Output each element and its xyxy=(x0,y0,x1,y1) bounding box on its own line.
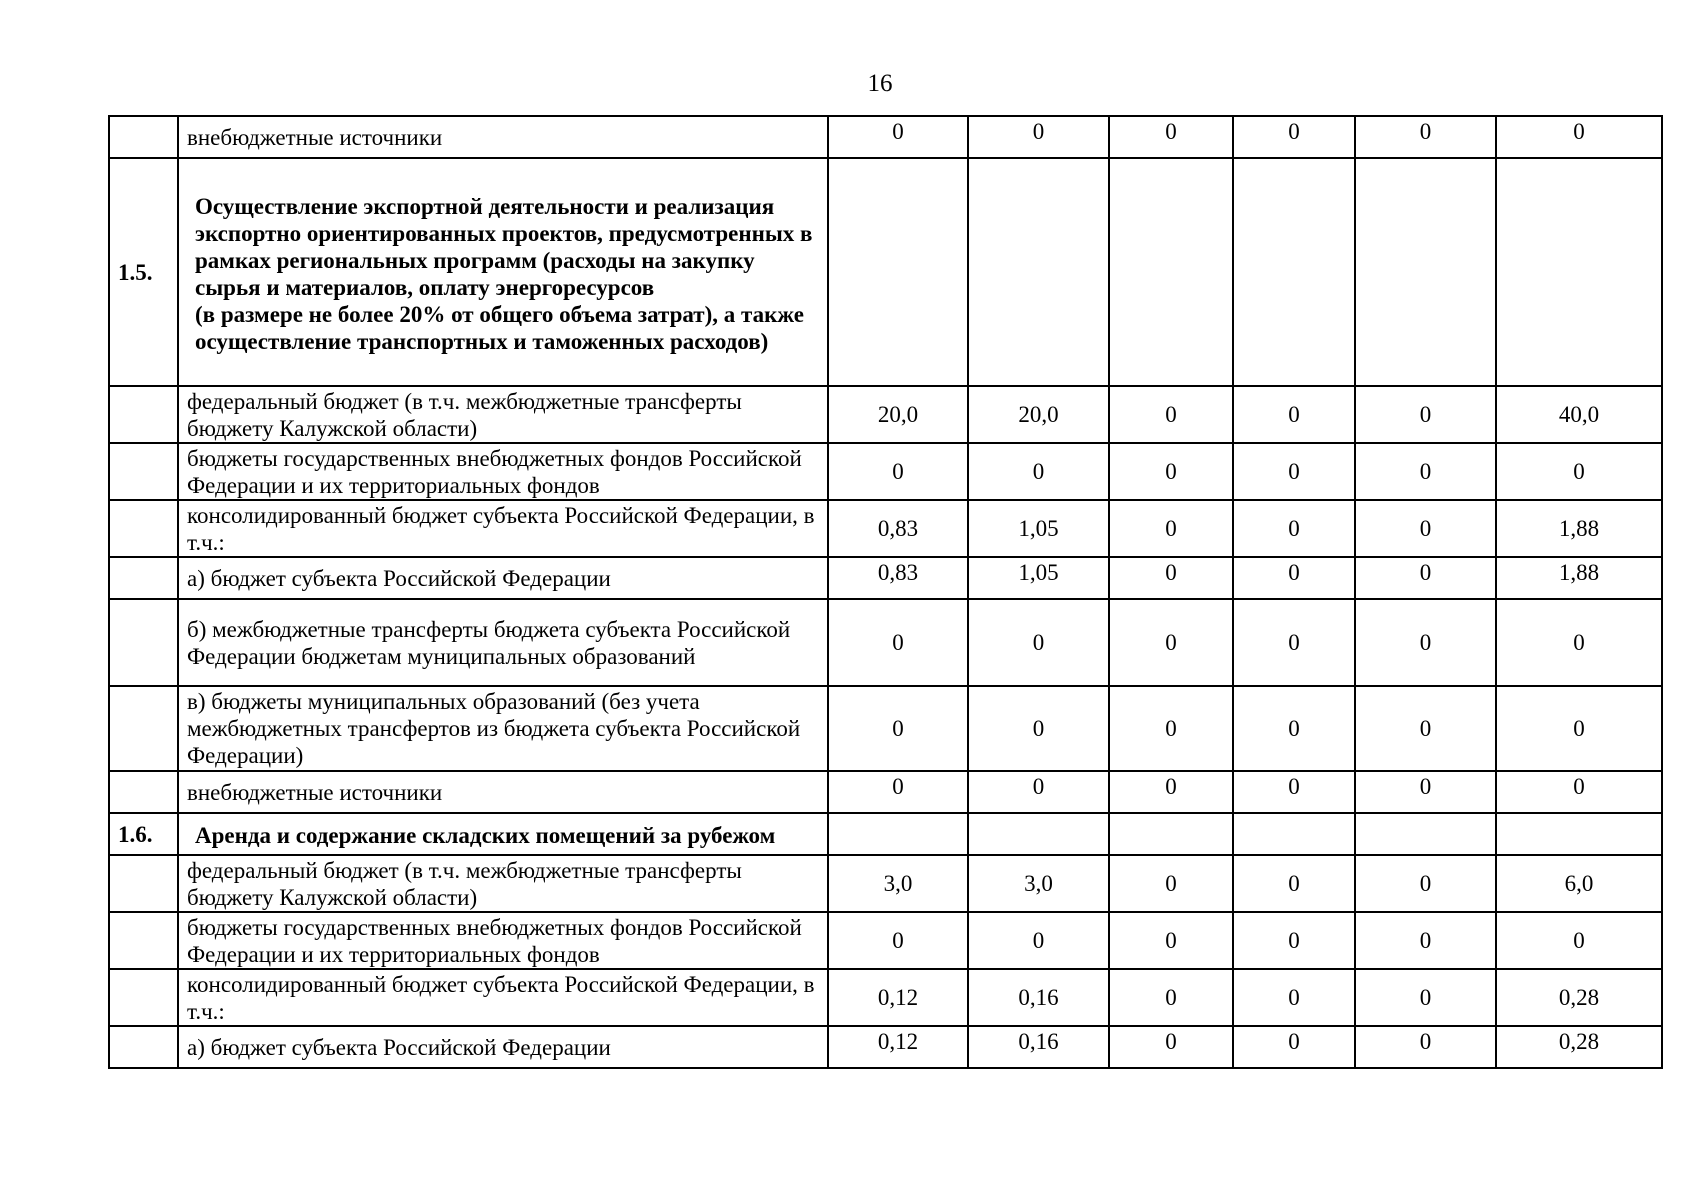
value-cell: 0 xyxy=(1109,686,1233,771)
value-cell: 0 xyxy=(1109,443,1233,500)
value-cell: 0 xyxy=(1496,771,1662,813)
value-cell xyxy=(968,158,1109,386)
value-cell: 0 xyxy=(1233,1026,1355,1068)
value-cell: 6,0 xyxy=(1496,855,1662,912)
row-number-cell xyxy=(109,500,178,557)
value-cell: 0 xyxy=(1109,599,1233,686)
value-cell: 0 xyxy=(1109,771,1233,813)
value-cell: 0 xyxy=(1233,686,1355,771)
value-cell: 0 xyxy=(1233,599,1355,686)
value-cell: 0 xyxy=(1109,386,1233,443)
value-cell xyxy=(1496,813,1662,855)
table-row xyxy=(109,443,1662,500)
value-cell: 0 xyxy=(1109,912,1233,969)
row-label-cell: бюджеты государственных внебюджетных фондов Российской Федерации и их территориальных фондов xyxy=(178,912,828,969)
value-cell: 0,83 xyxy=(828,500,968,557)
value-cell xyxy=(1233,813,1355,855)
row-number-cell xyxy=(109,599,178,686)
page-number: 16 xyxy=(867,70,893,97)
value-cell: 0 xyxy=(1109,500,1233,557)
table-row xyxy=(109,855,1662,912)
value-cell: 0 xyxy=(1496,686,1662,771)
value-cell: 0,83 xyxy=(828,557,968,599)
value-cell: 40,0 xyxy=(1496,386,1662,443)
row-number-cell xyxy=(109,386,178,443)
row-number-cell xyxy=(109,557,178,599)
value-cell: 0 xyxy=(968,912,1109,969)
value-cell: 0,12 xyxy=(828,1026,968,1068)
value-cell xyxy=(828,813,968,855)
value-cell: 0 xyxy=(828,116,968,158)
value-cell: 0,28 xyxy=(1496,969,1662,1026)
value-cell: 0 xyxy=(1233,855,1355,912)
row-label-cell: федеральный бюджет (в т.ч. межбюджетные трансферты бюджету Калужской области) xyxy=(178,855,828,912)
value-cell: 0 xyxy=(1233,386,1355,443)
value-cell: 0,12 xyxy=(828,969,968,1026)
value-cell: 20,0 xyxy=(828,386,968,443)
row-number-cell xyxy=(109,771,178,813)
value-cell: 0 xyxy=(828,686,968,771)
row-label-cell: а) бюджет субъекта Российской Федерации xyxy=(178,1026,828,1068)
value-cell xyxy=(1496,158,1662,386)
value-cell: 0 xyxy=(828,599,968,686)
value-cell xyxy=(1109,813,1233,855)
value-cell: 0 xyxy=(1233,557,1355,599)
table-body xyxy=(109,116,1662,1068)
value-cell xyxy=(1355,158,1496,386)
row-number-cell xyxy=(109,855,178,912)
row-number-cell: 1.5. xyxy=(109,158,178,386)
table-row xyxy=(109,557,1662,599)
row-label-cell: в) бюджеты муниципальных образований (без учета межбюджетных трансфертов из бюджета субъекта Российской Федерации) xyxy=(178,686,828,771)
table-row xyxy=(109,1026,1662,1068)
value-cell: 0 xyxy=(1355,386,1496,443)
value-cell: 0 xyxy=(1496,599,1662,686)
value-cell: 0 xyxy=(1109,116,1233,158)
value-cell: 0 xyxy=(968,116,1109,158)
value-cell: 0 xyxy=(1355,686,1496,771)
value-cell: 20,0 xyxy=(968,386,1109,443)
value-cell: 0 xyxy=(1355,771,1496,813)
row-label-cell: б) межбюджетные трансферты бюджета субъекта Российской Федерации бюджетам муниципальных образований xyxy=(178,599,828,686)
value-cell: 0 xyxy=(1233,116,1355,158)
table-row xyxy=(109,686,1662,771)
section-heading-cell: Осуществление экспортной деятельности и реализация экспортно ориентированных проектов, предусмотренных в рамках региональных программ (расходы на закупку сырья и материалов, оплату энергоресурсов (в размере не более 20% от общего объема затрат), а также осуществление транспортных и таможенных расходов) xyxy=(178,158,828,386)
table-row xyxy=(109,969,1662,1026)
row-label-cell: федеральный бюджет (в т.ч. межбюджетные трансферты бюджету Калужской области) xyxy=(178,386,828,443)
value-cell: 0 xyxy=(1355,116,1496,158)
value-cell: 1,88 xyxy=(1496,500,1662,557)
value-cell xyxy=(968,813,1109,855)
row-label-cell: а) бюджет субъекта Российской Федерации xyxy=(178,557,828,599)
row-number-cell xyxy=(109,686,178,771)
value-cell: 0,28 xyxy=(1496,1026,1662,1068)
table-row xyxy=(109,912,1662,969)
row-number-cell xyxy=(109,969,178,1026)
value-cell: 0 xyxy=(968,686,1109,771)
value-cell: 0 xyxy=(1109,855,1233,912)
value-cell: 0 xyxy=(968,771,1109,813)
value-cell: 3,0 xyxy=(968,855,1109,912)
value-cell: 0 xyxy=(1355,855,1496,912)
value-cell: 0 xyxy=(968,599,1109,686)
value-cell: 0 xyxy=(828,912,968,969)
value-cell: 0 xyxy=(1233,500,1355,557)
value-cell: 0 xyxy=(1109,969,1233,1026)
value-cell: 0 xyxy=(1355,599,1496,686)
value-cell: 0 xyxy=(828,443,968,500)
value-cell: 0 xyxy=(1496,912,1662,969)
value-cell: 0 xyxy=(1496,116,1662,158)
table-row xyxy=(109,158,1662,386)
row-number-cell xyxy=(109,443,178,500)
value-cell xyxy=(1233,158,1355,386)
value-cell: 0 xyxy=(1355,969,1496,1026)
table-row xyxy=(109,771,1662,813)
value-cell: 0 xyxy=(828,771,968,813)
value-cell: 0 xyxy=(1355,500,1496,557)
value-cell: 0,16 xyxy=(968,969,1109,1026)
table-row xyxy=(109,599,1662,686)
row-label-cell: внебюджетные источники xyxy=(178,771,828,813)
funding-table xyxy=(108,115,1663,1069)
value-cell: 0 xyxy=(1233,771,1355,813)
value-cell: 0 xyxy=(1233,443,1355,500)
value-cell: 0 xyxy=(1355,1026,1496,1068)
value-cell: 0,16 xyxy=(968,1026,1109,1068)
value-cell: 0 xyxy=(1233,969,1355,1026)
value-cell: 1,05 xyxy=(968,500,1109,557)
value-cell: 0 xyxy=(1109,1026,1233,1068)
row-label-cell: консолидированный бюджет субъекта Российской Федерации, в т.ч.: xyxy=(178,969,828,1026)
value-cell xyxy=(1355,813,1496,855)
row-number-cell: 1.6. xyxy=(109,813,178,855)
value-cell: 0 xyxy=(1109,557,1233,599)
row-number-cell xyxy=(109,116,178,158)
value-cell: 0 xyxy=(1233,912,1355,969)
value-cell: 0 xyxy=(968,443,1109,500)
row-label-cell: бюджеты государственных внебюджетных фондов Российской Федерации и их территориальных фондов xyxy=(178,443,828,500)
table-row xyxy=(109,116,1662,158)
row-number-cell xyxy=(109,1026,178,1068)
value-cell xyxy=(1109,158,1233,386)
value-cell: 3,0 xyxy=(828,855,968,912)
section-heading-cell: Аренда и содержание складских помещений за рубежом xyxy=(178,813,828,855)
table-row xyxy=(109,500,1662,557)
value-cell: 0 xyxy=(1355,557,1496,599)
row-label-cell: внебюджетные источники xyxy=(178,116,828,158)
value-cell: 1,88 xyxy=(1496,557,1662,599)
value-cell xyxy=(828,158,968,386)
table-row xyxy=(109,386,1662,443)
row-label-cell: консолидированный бюджет субъекта Российской Федерации, в т.ч.: xyxy=(178,500,828,557)
value-cell: 0 xyxy=(1355,912,1496,969)
value-cell: 0 xyxy=(1496,443,1662,500)
value-cell: 0 xyxy=(1355,443,1496,500)
table-row xyxy=(109,813,1662,855)
row-number-cell xyxy=(109,912,178,969)
value-cell: 1,05 xyxy=(968,557,1109,599)
